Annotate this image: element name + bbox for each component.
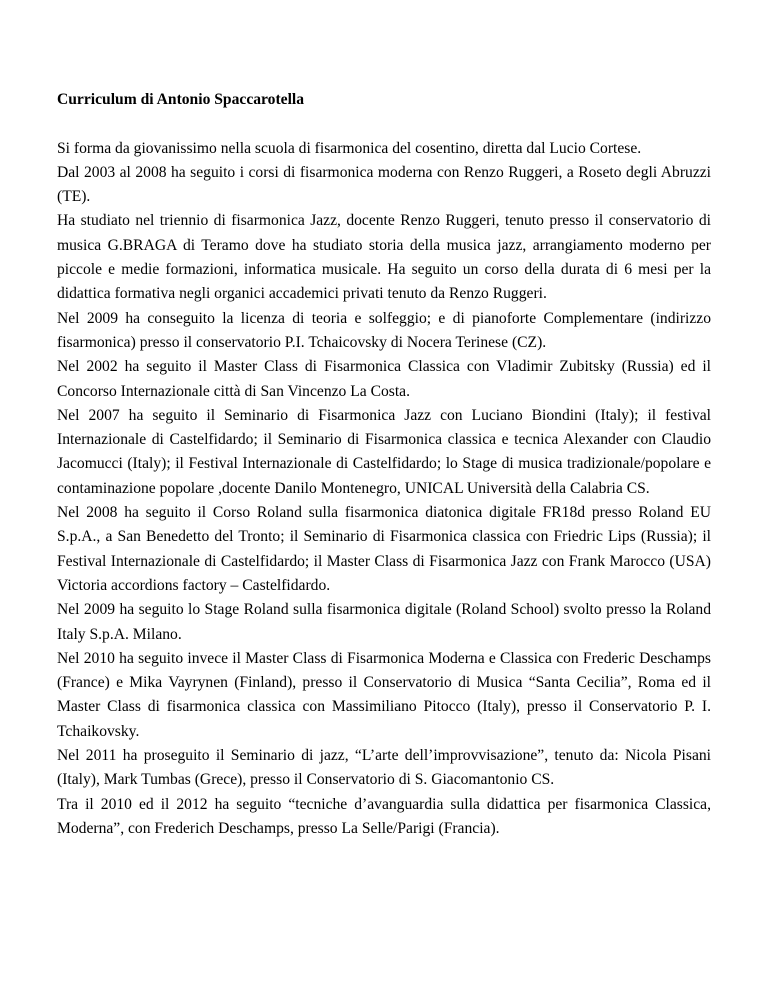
document-title: Curriculum di Antonio Spaccarotella (57, 91, 305, 108)
paragraph-5: Nel 2002 ha seguito il Master Class di Fisarmonica Classica con Vladimir Zubitsky (Russia) ed il Concorso Internazionale città di San Vincenzo La Costa. (57, 358, 711, 400)
paragraph-7: Nel 2008 ha seguito il Corso Roland sulla fisarmonica diatonica digitale FR18d presso Roland EU S.p.A., a San Benedetto del Tronto; il Seminario di Fisarmonica classica con Friedric Lips (Russia); il Festival Internazionale di Castelfidardo; il Master Class di Fisarmonica Jazz con Frank Marocco (USA) Victoria accordions factory – Castelfidardo. (57, 504, 711, 594)
paragraph-4: Nel 2009 ha conseguito la licenza di teoria e solfeggio; e di pianoforte Complementare (indirizzo fisarmonica) presso il conservatorio P.I. Tchaicovsky di Nocera Terinese (CZ). (57, 309, 711, 351)
paragraph-8: Nel 2009 ha seguito lo Stage Roland sulla fisarmonica digitale (Roland School) svolto presso la Roland Italy S.p.A. Milano. (57, 601, 711, 643)
paragraph-9: Nel 2010 ha seguito invece il Master Class di Fisarmonica Moderna e Classica con Frederic Deschamps (France) e Mika Vayrynen (Finland), presso il Conservatorio di Musica “Santa Cecilia”, Roma ed il Master Class di fisarmonica classica con Massimiliano Pitocco (Italy), presso il Conservatorio P. I. Tchaikovsky. (57, 649, 711, 740)
paragraph-10: Nel 2011 ha proseguito il Seminario di jazz, “L’arte dell’improvvisazione”, tenuto da: Nicola Pisani (Italy), Mark Tumbas (Grece), presso il Conservatorio di S. Giacomantonio CS. (57, 747, 711, 789)
paragraph-2: Dal 2003 al 2008 ha seguito i corsi di fisarmonica moderna con Renzo Ruggeri, a Roseto degli Abruzzi (TE). (57, 163, 711, 206)
paragraph-3: Ha studiato nel triennio di fisarmonica Jazz, docente Renzo Ruggeri, tenuto presso il conservatorio di musica G.BRAGA di Teramo dove ha studiato storia della musica jazz, arrangiamento moderno per piccole e medie formazioni, informatica musicale. Ha seguito un corso della durata di 6 mesi per la didattica formativa negli organici accademici privati tenuto da Renzo Ruggeri. (57, 212, 711, 303)
paragraph-11: Tra il 2010 ed il 2012 ha seguito “tecniche d’avanguardia sulla didattica per fisarmonica Classica, Moderna”, con Frederich Deschamps, presso La Selle/Parigi (Francia). (57, 795, 711, 837)
paragraph-1: Si forma da giovanissimo nella scuola di fisarmonica del cosentino, diretta dal Lucio Cortese. (57, 139, 642, 157)
document-page (57, 88, 711, 841)
paragraph-6: Nel 2007 ha seguito il Seminario di Fisarmonica Jazz con Luciano Biondini (Italy); il festival Internazionale di Castelfidardo; il Seminario di Fisarmonica classica e tecnica Alexander con Claudio Jacomucci (Italy); il Festival Internazionale di Castelfidardo; lo Stage di musica tradizionale/popolare e contaminazione popolare ,docente Danilo Montenegro, UNICAL Università della Calabria CS. (57, 406, 711, 497)
blank-line (57, 112, 711, 136)
